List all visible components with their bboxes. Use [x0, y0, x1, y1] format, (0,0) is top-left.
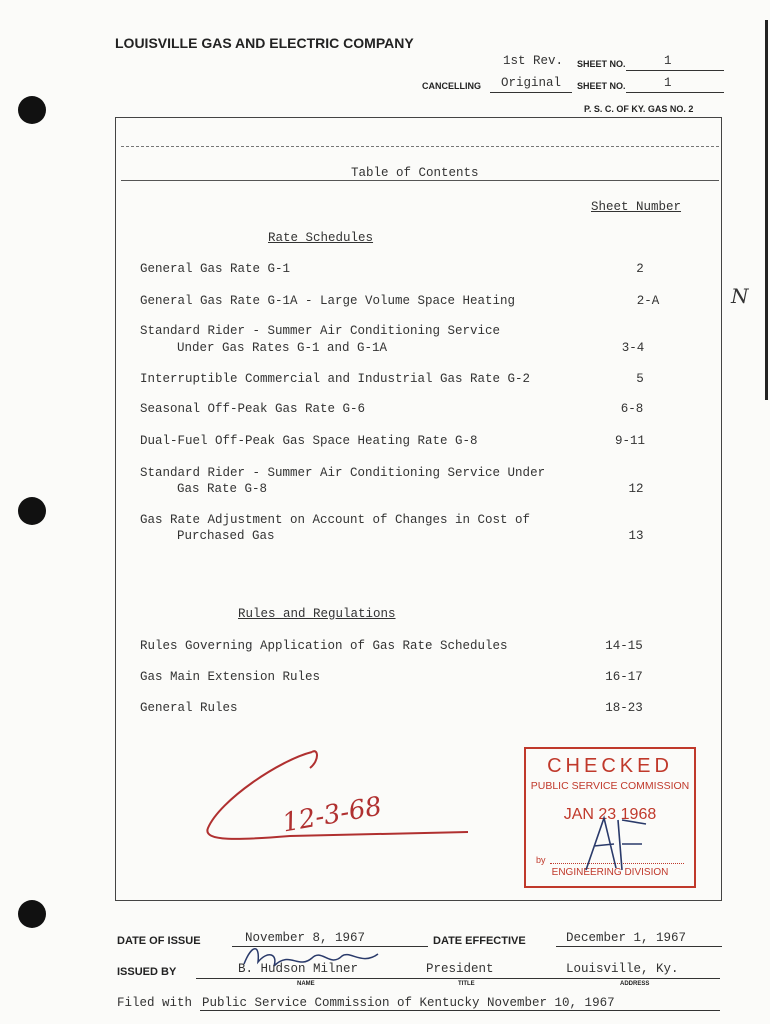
toc-entry-label: General Gas Rate G-1: [140, 262, 291, 276]
cancel-sheet-no-label: SHEET NO.: [577, 81, 626, 91]
stamp-initials: [576, 810, 656, 880]
toc-entry-sheet: 5: [636, 372, 644, 386]
cancel-sheet-no-line: [626, 92, 724, 93]
psc-reference: P. S. C. OF KY. GAS NO. 2: [584, 104, 694, 114]
stamp-checked-text: CHECKED: [547, 755, 673, 777]
toc-entry-label: Interruptible Commercial and Industrial Gas Rate G-2: [140, 372, 531, 386]
toc-entry-sheet: 3-4: [621, 341, 645, 355]
punch-hole-middle: [18, 497, 46, 525]
title-caption: TITLE: [458, 981, 475, 987]
rate-schedules-heading: Rate Schedules: [268, 231, 374, 245]
toc-entry-label: Gas Rate Adjustment on Account of Changes in Cost of: [140, 513, 531, 527]
footer-rule: [115, 900, 722, 901]
filed-line: [200, 1010, 720, 1011]
sheet-no-value: 1: [664, 54, 672, 68]
toc-entry-label: Dual-Fuel Off-Peak Gas Space Heating Rate G-8: [140, 434, 478, 448]
frame-dashed-line: [121, 146, 719, 147]
company-name: LOUISVILLE GAS AND ELECTRIC COMPANY: [115, 35, 414, 51]
toc-entry-label: Seasonal Off-Peak Gas Rate G-6: [140, 402, 366, 416]
toc-entry-sheet: 13: [628, 529, 644, 543]
title-rule: [121, 180, 719, 181]
scan-edge-line: [765, 20, 768, 400]
punch-hole-bottom: [18, 900, 46, 928]
toc-entry-label: General Rules: [140, 701, 238, 715]
toc-entry-sheet: 2-A: [636, 294, 660, 308]
toc-title: Table of Contents: [351, 166, 479, 180]
handwritten-loop: [200, 740, 480, 850]
issuer-name: B. Hudson Milner: [238, 962, 359, 976]
date-of-issue-value: November 8, 1967: [245, 931, 366, 945]
sheet-no-label: SHEET NO.: [577, 59, 626, 69]
punch-hole-top: [18, 96, 46, 124]
handwritten-date: 12-3-68: [280, 791, 385, 839]
sheet-number-header: Sheet Number: [591, 200, 682, 214]
filed-prefix: Filed with: [117, 996, 193, 1010]
toc-entry-label: Standard Rider - Summer Air Conditioning Service Under: [140, 466, 546, 480]
name-caption: NAME: [297, 981, 315, 987]
address-caption: ADDRESS: [620, 981, 650, 987]
stamp-by-label: by: [536, 855, 546, 865]
rules-heading: Rules and Regulations: [238, 607, 396, 621]
toc-entry-sheet: 2: [636, 262, 644, 276]
cancelling-label: CANCELLING: [422, 81, 481, 91]
date-of-issue-label: DATE OF ISSUE: [117, 935, 201, 947]
toc-entry-label: Rules Governing Application of Gas Rate Schedules: [140, 639, 508, 653]
cancelling-line: [490, 92, 572, 93]
date-effective-line: [556, 946, 722, 947]
cancelling-value: Original: [501, 76, 562, 90]
issuer-title: President: [426, 962, 494, 976]
issuer-address: Louisville, Ky.: [566, 962, 679, 976]
cancel-sheet-no-value: 1: [664, 76, 672, 90]
toc-entry-label-cont: Under Gas Rates G-1 and G-1A: [177, 341, 388, 355]
toc-entry-label: General Gas Rate G-1A - Large Volume Space Heating: [140, 294, 516, 308]
toc-entry-label: Standard Rider - Summer Air Conditioning Service: [140, 324, 501, 338]
stamp-date: JAN 23 1968: [563, 806, 657, 823]
issued-by-label: ISSUED BY: [117, 966, 177, 978]
date-effective-label: DATE EFFECTIVE: [433, 935, 526, 947]
issued-by-line: [196, 978, 720, 979]
margin-mark: N: [731, 284, 749, 308]
toc-entry-sheet: 12: [628, 482, 644, 496]
toc-entry-sheet: 14-15: [605, 639, 643, 653]
stamp-commission-text: PUBLIC SERVICE COMMISSION: [530, 780, 690, 792]
toc-entry-label-cont: Gas Rate G-8: [177, 482, 268, 496]
revision-label: 1st Rev.: [503, 54, 564, 68]
filed-statement: Public Service Commission of Kentucky November 10, 1967: [202, 996, 615, 1010]
date-effective-value: December 1, 1967: [566, 931, 687, 945]
toc-entry-sheet: 6-8: [620, 402, 644, 416]
sheet-no-line: [626, 70, 724, 71]
toc-entry-label-cont: Purchased Gas: [177, 529, 275, 543]
toc-entry-sheet: 9-11: [614, 434, 645, 448]
stamp-division: ENGINEERING DIVISION: [551, 867, 669, 878]
toc-entry-label: Gas Main Extension Rules: [140, 670, 321, 684]
toc-entry-sheet: 16-17: [605, 670, 643, 684]
toc-entry-sheet: 18-23: [605, 701, 643, 715]
